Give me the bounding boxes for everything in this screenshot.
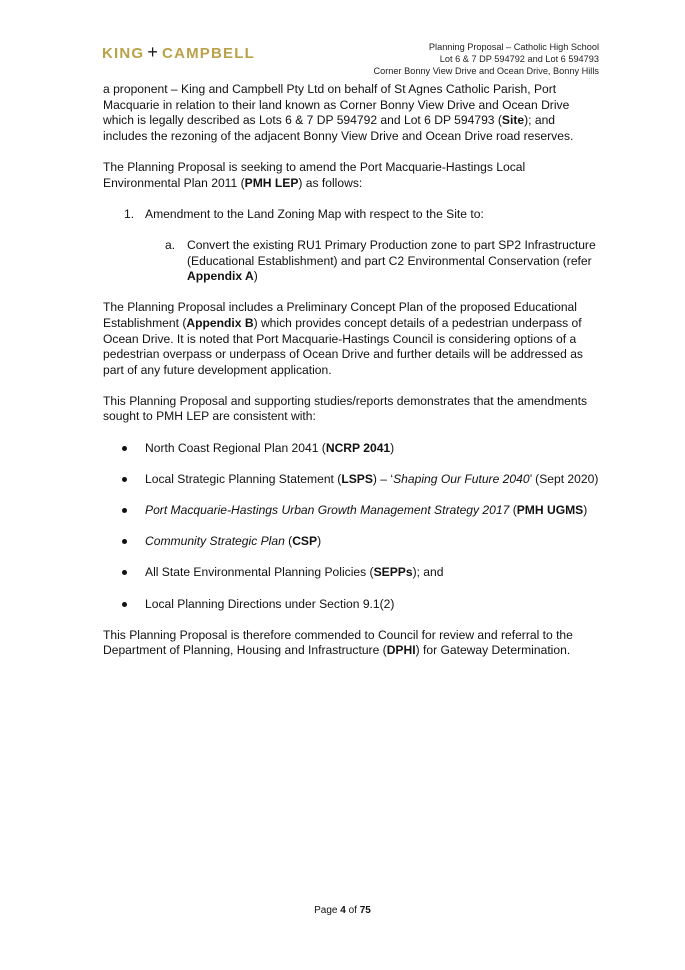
bullet-icon bbox=[122, 602, 127, 607]
header-title: Planning Proposal – Catholic High School bbox=[428, 42, 599, 52]
page-number: Page 4 of 75 bbox=[314, 905, 371, 916]
bullet-icon bbox=[122, 508, 127, 513]
bullet-icon bbox=[122, 539, 127, 544]
paragraph-concept-plan: The Planning Proposal includes a Preliminary Concept Plan of the proposed Educational Establishment (Appendix B) which provides concept details of a pedestrian underpass of Ocean Drive. It is noted that Port Macquarie-Hastings Council is considering options of a pedestrian overpass or underpass of Ocean Drive and further details will be addressed as part of any future development application. bbox=[103, 300, 583, 377]
numbered-item-1: 1. Amendment to the Land Zoning Map with respect to the Site to: bbox=[124, 206, 484, 221]
consistency-list bbox=[103, 441, 601, 613]
bullet-icon bbox=[122, 446, 127, 451]
page-header bbox=[373, 41, 599, 77]
bullet-icon bbox=[122, 477, 127, 482]
list-item: All State Environmental Planning Policies (SEPPs); and bbox=[103, 565, 601, 581]
sub-item-a: a. Convert the existing RU1 Primary Production zone to part SP2 Infrastructure (Educational Establishment) and part C2 Environmental Conservation (refer Appendix A) bbox=[165, 237, 596, 284]
company-logo: KING + CAMPBELL bbox=[102, 42, 255, 62]
paragraph-proponent: a proponent – King and Campbell Pty Ltd on behalf of St Agnes Catholic Parish, Port Macquarie in relation to their land known as Corner Bonny View Drive and Ocean Drive which is legally described as Lots 6 & 7 DP 594792 and Lot 6 DP 594793 (Site); and includes the rezoning of the adjacent Bonny View Drive and Ocean Drive road reserves. bbox=[103, 82, 574, 143]
paragraph-consistency: This Planning Proposal and supporting studies/reports demonstrates that the amendments sought to PMH LEP are consistent with: bbox=[103, 393, 588, 424]
list-item: Port Macquarie-Hastings Urban Growth Management Strategy 2017 (PMH UGMS) bbox=[103, 503, 601, 519]
document-body bbox=[103, 82, 601, 675]
paragraph-conclusion: This Planning Proposal is therefore commended to Council for review and referral to the Department of Planning, Housing and Infrastructure (DPHI) for Gateway Determination. bbox=[103, 627, 573, 658]
header-address: Corner Bonny View Drive and Ocean Drive, Bonny Hills bbox=[373, 66, 599, 76]
paragraph-amend-lep: The Planning Proposal is seeking to amend the Port Macquarie-Hastings Local Environmental Plan 2011 (PMH LEP) as follows: bbox=[103, 159, 526, 190]
list-item: North Coast Regional Plan 2041 (NCRP 2041) bbox=[103, 441, 601, 457]
list-item: Community Strategic Plan (CSP) bbox=[103, 534, 601, 550]
bullet-icon bbox=[122, 570, 127, 575]
header-lots: Lot 6 & 7 DP 594792 and Lot 6 594793 bbox=[439, 54, 599, 64]
list-item: Local Planning Directions under Section 9.1(2) bbox=[103, 597, 601, 613]
list-item: Local Strategic Planning Statement (LSPS) – ‘Shaping Our Future 2040’ (Sept 2020) bbox=[103, 472, 601, 488]
